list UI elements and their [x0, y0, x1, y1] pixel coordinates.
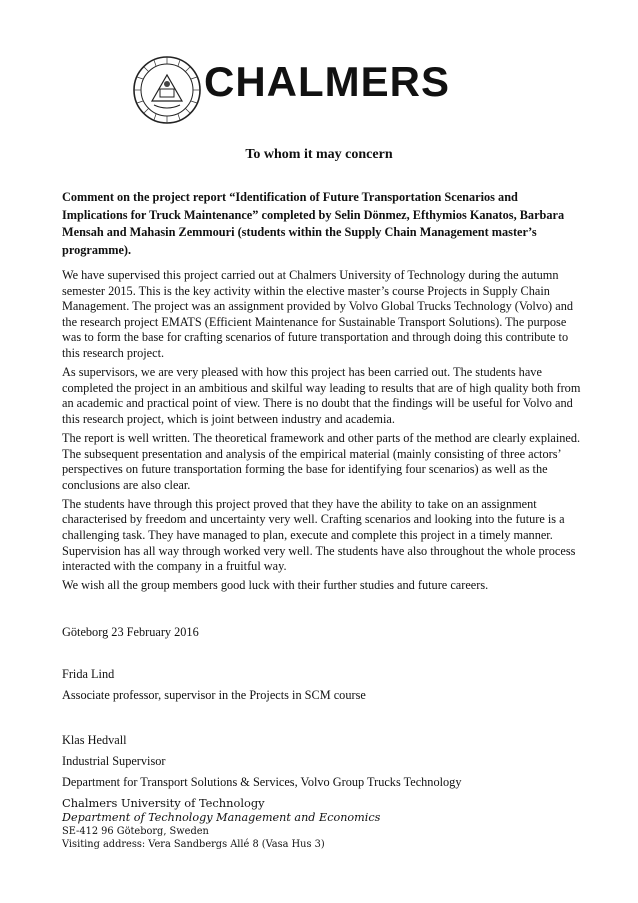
letter-body [62, 268, 584, 597]
chalmers-logo [132, 55, 512, 125]
signer-role: Associate professor, supervisor in the Projects in SCM course [62, 688, 366, 702]
place-date: Göteborg 23 February 2016 [62, 625, 199, 639]
footer-university: Chalmers University of Technology [62, 796, 265, 810]
footer-visiting-address: Visiting address: Vera Sandbergs Allé 8 (Vasa Hus 3) [62, 839, 325, 850]
paragraph: We have supervised this project carried out at Chalmers University of Technology during the autumn semester 2015. This is the key activity within the elective master’s course Projects in Supply Chain Management. The project was an assignment provided by Volvo Global Trucks Technology (Volvo) and the research project EMATS (Efficient Maintenance for Sustainable Transport Solutions). The purpose was to form the base for crafting scenarios of future transportation and through doing this contribute to this research project. [62, 268, 573, 360]
logo-wordmark: CHALMERS [204, 58, 450, 105]
footer-postal-address: SE-412 96 Göteborg, Sweden [62, 826, 209, 837]
letter-title: To whom it may concern [245, 147, 393, 162]
letter-footer [62, 796, 582, 850]
paragraph: The students have through this project proved that they have the ability to take on an assignment characterised by freedom and uncertainty very well. Crafting scenarios and looking into the future is a challenging task. They have managed to plan, execute and complete this project in a timely manner. Supervision has all way through worked very well. The students have also throughout the whole process interacted with the company in a fruitful way. [62, 496, 576, 574]
paragraph: As supervisors, we are very pleased with how this project has been carried out. The students have completed the project in an ambitious and skilful way leading to results that are of high quality both from an academic and practical point of view. There is no doubt that the findings will be useful for Volvo and this research project, which is joint between industry and academia. [62, 365, 581, 426]
letter-subject: Comment on the project report “Identification of Future Transportation Scenarios and Implications for Truck Maintenance” completed by Selin Dönmez, Efthymios Kanatos, Barbara Mensah and Mahasin Zemmouri (students within the Supply Chain Management master’s programme). [62, 190, 565, 257]
signer-name: Klas Hedvall [62, 733, 127, 747]
paragraph: We wish all the group members good luck with their further studies and future careers. [62, 578, 489, 593]
signer-role: Industrial Supervisor [62, 754, 166, 768]
signer-name: Frida Lind [62, 667, 115, 681]
paragraph: The report is well written. The theoretical framework and other parts of the method are clearly explained. The subsequent presentation and analysis of the empirical material (mainly consisting of three actors’ perspectives on future transportation forming the base for identifying four scenarios) as well as the conclusions are also clear. [62, 430, 581, 492]
chalmers-seal-icon [132, 55, 202, 125]
signer-department: Department for Transport Solutions & Services, Volvo Group Trucks Technology [62, 775, 462, 789]
footer-department: Department of Technology Management and Economics [62, 811, 381, 824]
